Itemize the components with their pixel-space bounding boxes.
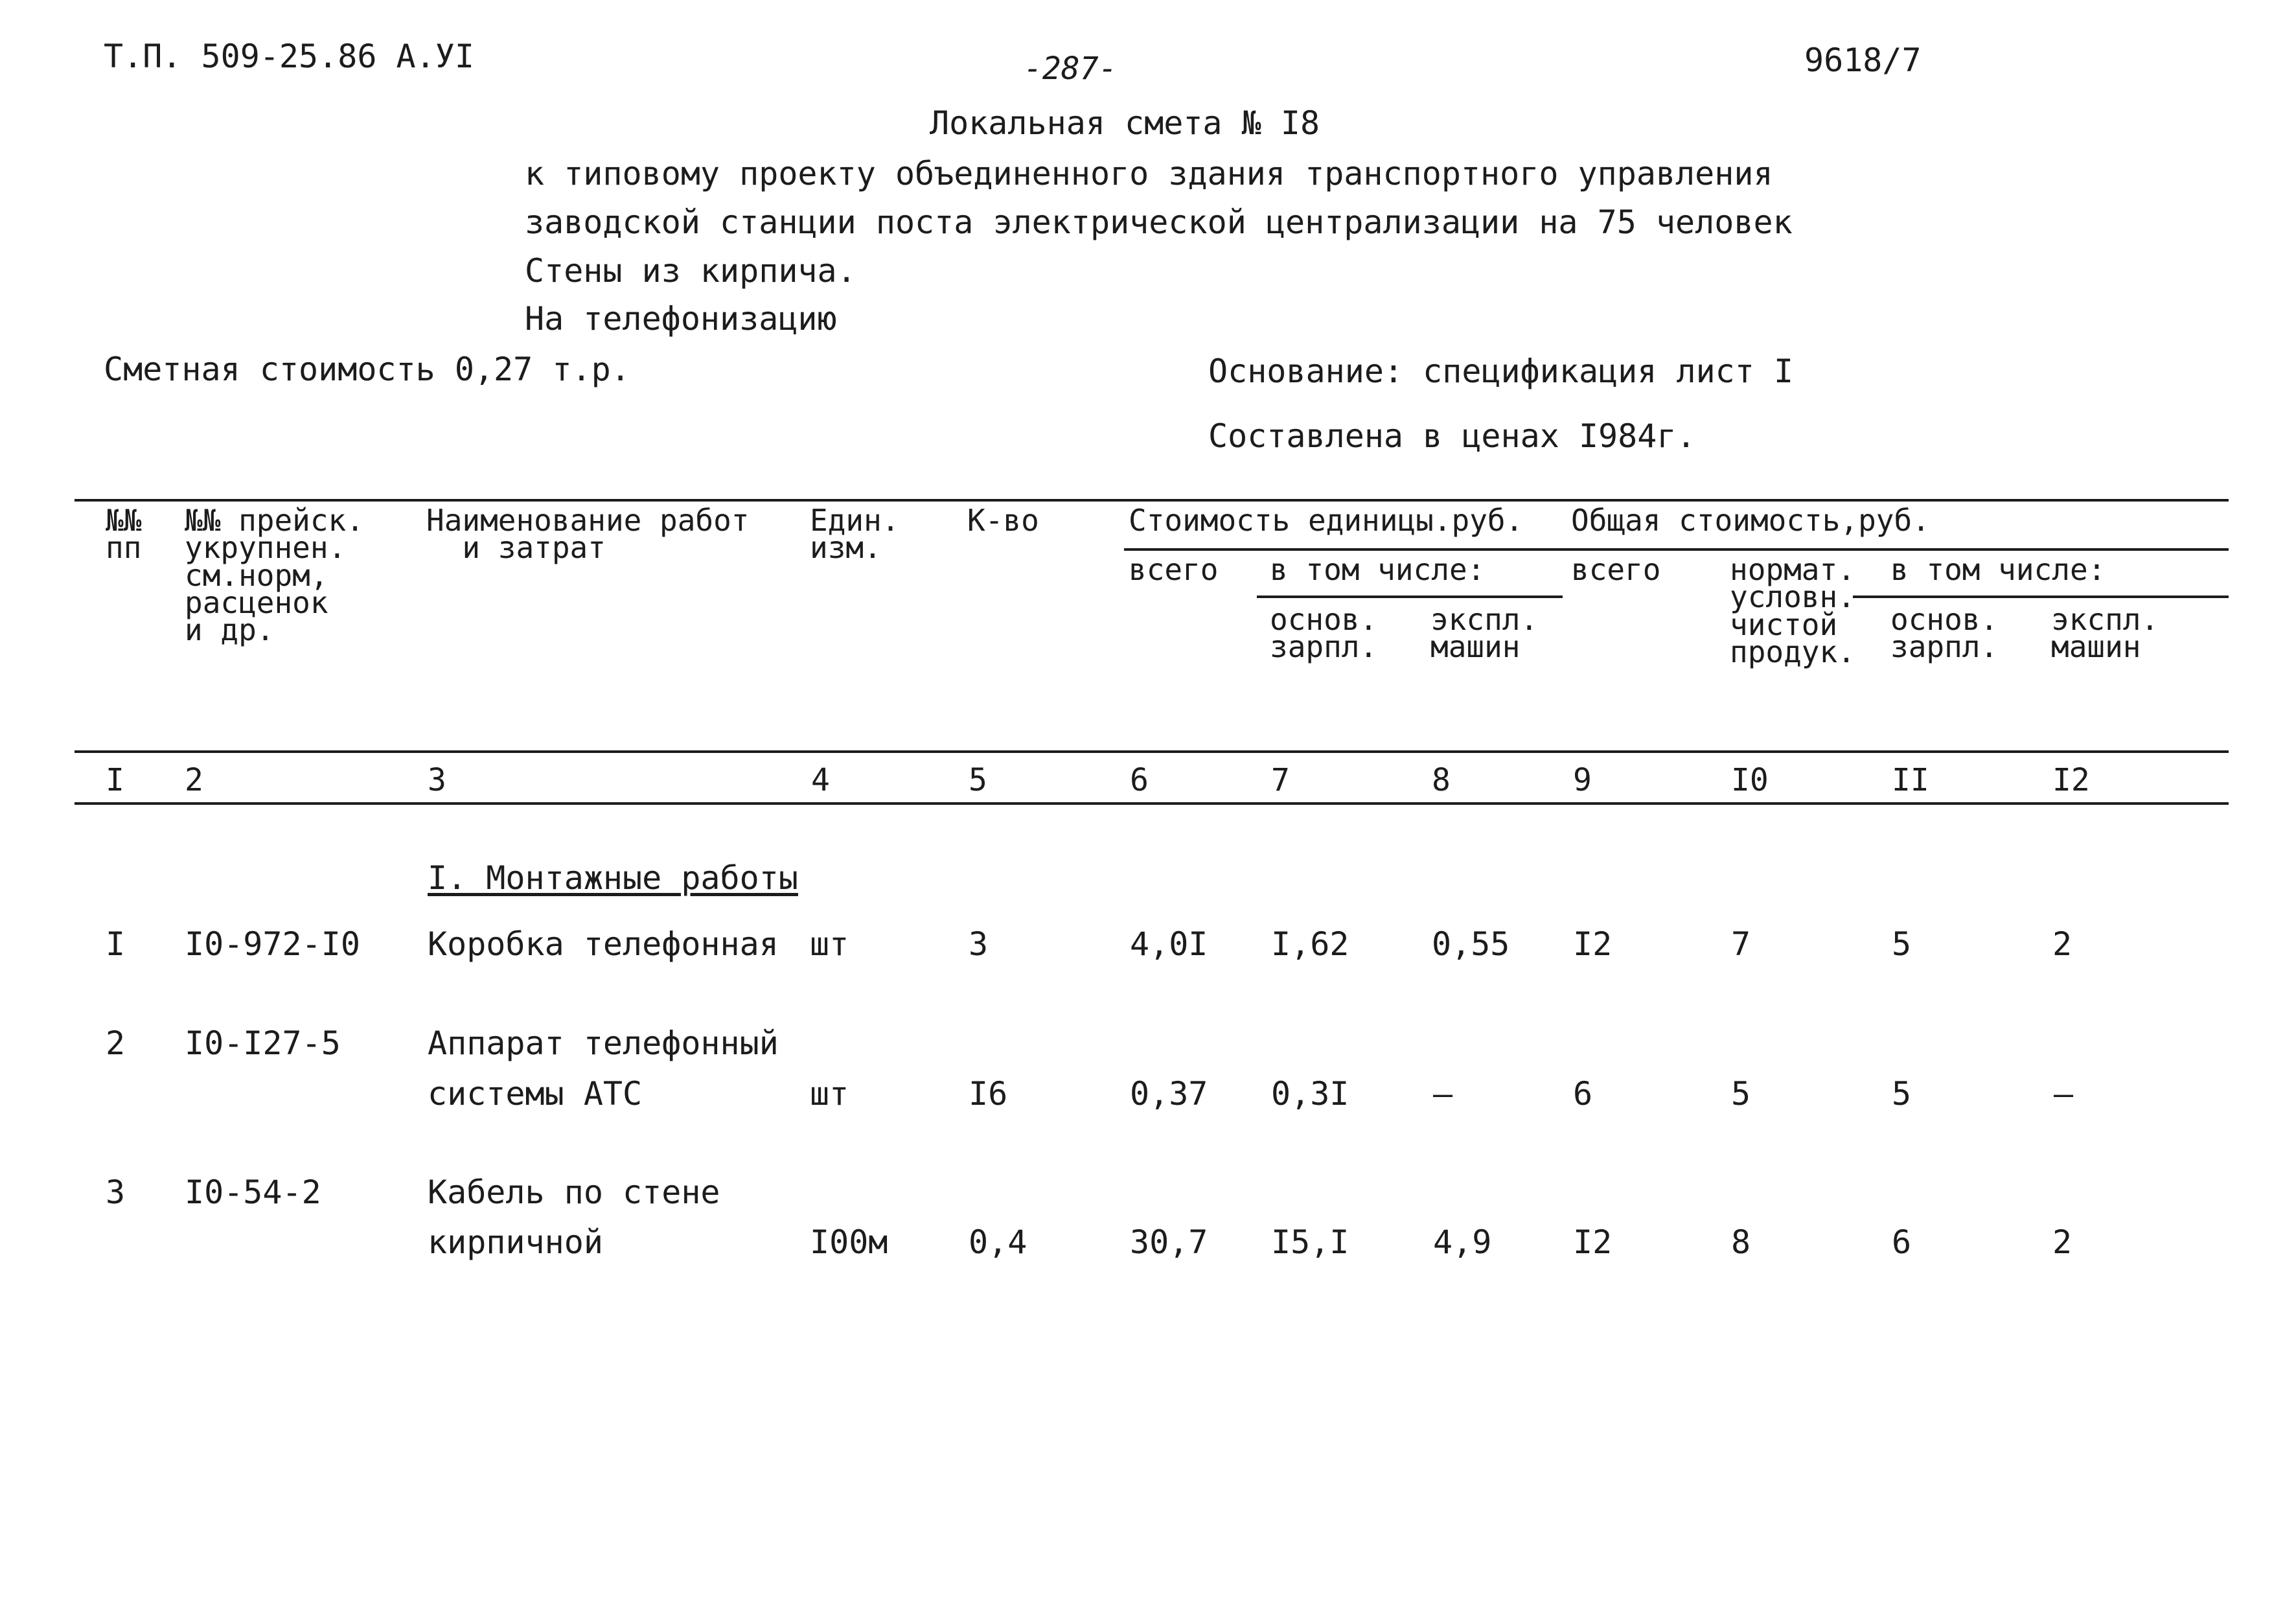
column-number: 4 — [811, 762, 830, 798]
estimate-basis: Основание: спецификация лист I — [1208, 353, 1794, 390]
header-total-wage: основ. зарпл. — [1890, 602, 1999, 665]
header-total-including: в том числе: — [1890, 552, 2106, 587]
column-number: 3 — [428, 762, 446, 798]
price-code: I0-I27-5 — [185, 1024, 341, 1062]
total: I2 — [1573, 925, 1613, 963]
header-row-number: №№ пп — [106, 503, 142, 566]
unit-cost-rule — [1124, 548, 2229, 551]
estimate-heading: Локальная смета № I8 — [930, 104, 1320, 142]
estimated-cost: Сметная стоимость 0,27 т.р. — [104, 351, 630, 388]
price-code: I0-54-2 — [185, 1173, 321, 1211]
quantity: 3 — [969, 925, 989, 963]
document-code: Т.П. 509-25.86 А.УI — [104, 38, 474, 75]
total-wage: 5 — [1892, 925, 1912, 963]
unit-wage: I,62 — [1271, 925, 1349, 963]
column-number: 9 — [1573, 762, 1592, 798]
normative-product: 7 — [1731, 925, 1751, 963]
title-line-4: На телефонизацию — [525, 300, 837, 338]
column-number: 2 — [185, 762, 203, 798]
unit-total: 0,37 — [1130, 1075, 1208, 1113]
row-number: 3 — [106, 1173, 126, 1211]
work-name: Аппарат телефонный — [428, 1024, 779, 1062]
column-number: 6 — [1130, 762, 1149, 798]
unit-wage: I5,I — [1271, 1223, 1349, 1261]
price-code: I0-972-I0 — [185, 925, 360, 963]
unit: шт — [810, 1075, 849, 1113]
total-wage: 5 — [1892, 1075, 1912, 1113]
unit: I00м — [810, 1223, 888, 1261]
work-name-continued: кирпичной — [428, 1223, 603, 1261]
header-unit: Един. изм. — [810, 503, 900, 566]
header-quantity: К-во — [967, 503, 1039, 538]
unit-total: 4,0I — [1130, 925, 1208, 963]
column-numbers-rule — [75, 802, 2229, 805]
column-number: 8 — [1432, 762, 1451, 798]
unit-machines: 0,55 — [1432, 925, 1510, 963]
total: I2 — [1573, 1223, 1613, 1261]
title-line-1: к типовому проекту объединенного здания транспортного управления — [525, 155, 1773, 192]
work-name-continued: системы АТС — [428, 1075, 643, 1113]
column-number: 5 — [969, 762, 987, 798]
quantity: I6 — [969, 1075, 1008, 1113]
unit: шт — [810, 925, 849, 963]
normative-product: 5 — [1731, 1075, 1751, 1113]
normative-product: 8 — [1731, 1223, 1751, 1261]
total-machines: 2 — [2052, 1223, 2072, 1261]
header-total-machines: экспл. машин — [2051, 602, 2159, 665]
total-wage: 6 — [1892, 1223, 1912, 1261]
row-number: 2 — [106, 1024, 126, 1062]
column-number: I0 — [1731, 762, 1769, 798]
table-top-rule — [75, 499, 2229, 502]
header-normative: нормат. условн. чистой продук. — [1730, 552, 1855, 669]
header-bottom-rule — [75, 750, 2229, 753]
section-title: I. Монтажные работы — [428, 859, 798, 897]
header-total-total: всего — [1571, 552, 1661, 587]
total-machines: – — [2054, 1075, 2074, 1113]
total-machines: 2 — [2052, 925, 2072, 963]
unit-incl-rule — [1257, 595, 1563, 598]
archive-number: 9618/7 — [1804, 41, 1922, 79]
column-number: I — [106, 762, 124, 798]
column-number: 7 — [1271, 762, 1290, 798]
unit-total: 30,7 — [1130, 1223, 1208, 1261]
work-name: Коробка телефонная — [428, 925, 779, 963]
header-unit-wage: основ. зарпл. — [1270, 602, 1378, 665]
title-line-2: заводской станции поста электрической централизации на 75 человек — [525, 203, 1793, 241]
header-work-name: Наименование работ и затрат — [426, 503, 750, 566]
price-base: Составлена в ценах I984г. — [1208, 417, 1696, 455]
page-number: -287- — [1024, 51, 1118, 87]
header-unit-including: в том числе: — [1270, 552, 1486, 587]
total-incl-rule — [1853, 595, 2229, 598]
header-unit-total: всего — [1129, 552, 1219, 587]
title-line-3: Стены из кирпича. — [525, 252, 856, 290]
header-total-cost: Общая стоимость,руб. — [1571, 503, 1930, 538]
work-name: Кабель по стене — [428, 1173, 720, 1211]
column-number: II — [1892, 762, 1929, 798]
header-unit-machines: экспл. машин — [1430, 602, 1539, 665]
header-price-code: №№ прейск. укрупнен. см.норм, расценок и др. — [185, 503, 364, 648]
header-unit-cost: Стоимость единицы.руб. — [1129, 503, 1524, 538]
column-number: I2 — [2052, 762, 2090, 798]
quantity: 0,4 — [969, 1223, 1027, 1261]
unit-machines: – — [1433, 1075, 1453, 1113]
row-number: I — [106, 925, 126, 963]
total: 6 — [1573, 1075, 1593, 1113]
unit-wage: 0,3I — [1271, 1075, 1349, 1113]
unit-machines: 4,9 — [1433, 1223, 1492, 1261]
